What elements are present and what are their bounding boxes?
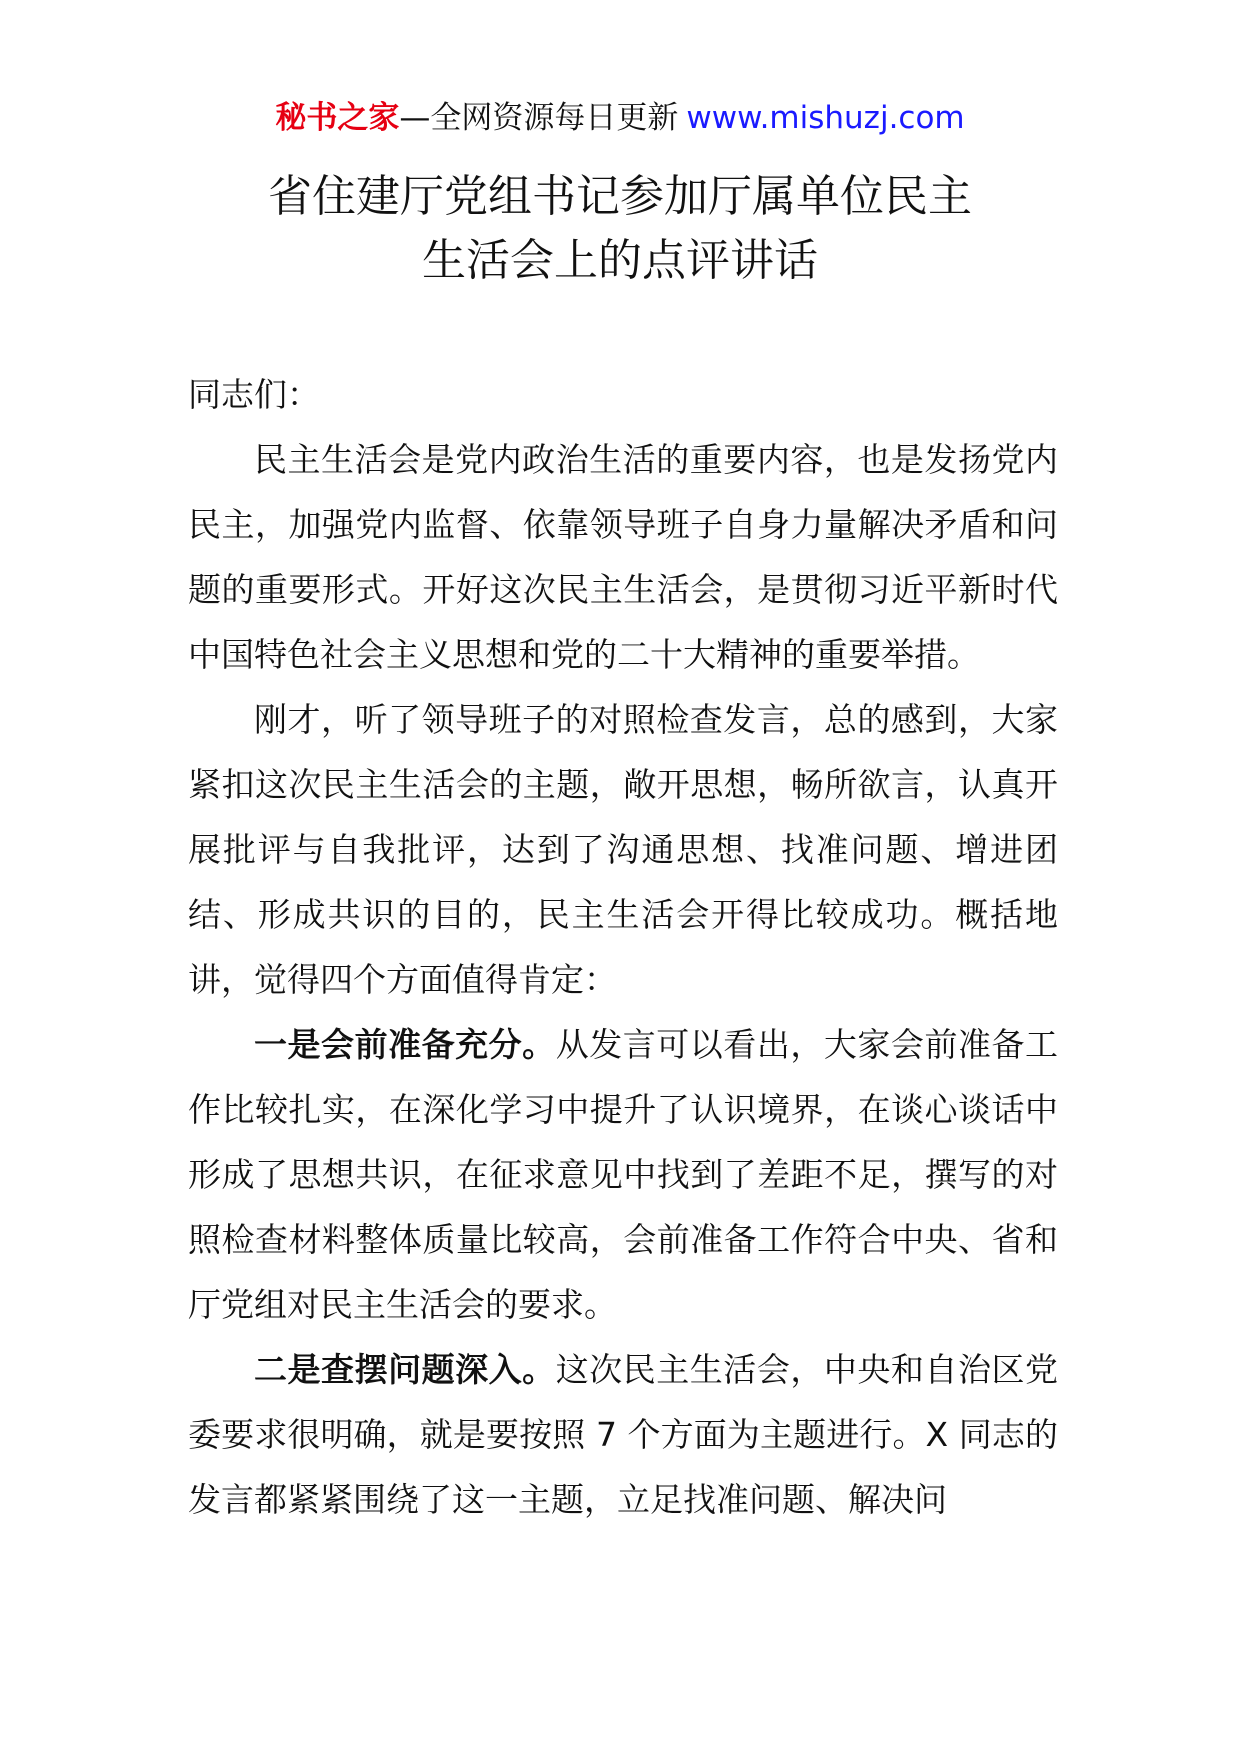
paragraph-3 <box>188 1012 1058 1337</box>
title-line-2: 生活会上的点评讲话 <box>422 235 818 286</box>
brand-name: 秘书之家 <box>275 100 400 136</box>
paragraph-4-lead: 二是查摆问题深入。 <box>254 1350 556 1389</box>
document-title <box>0 165 1240 293</box>
paragraph-4-text: 这次民主生活会，中央和自治区党委要求很明确，就是要按照 7 个方面为主题进行。X 同志的发言都紧紧围绕了这一主题，立足找准问题、解决问 <box>188 1350 1059 1519</box>
salutation: 同志们： <box>188 375 320 414</box>
site-url-link[interactable]: www.mishuzj.com <box>686 100 965 136</box>
paragraph-3-text: 从发言可以看出，大家会前准备工作比较扎实，在深化学习中提升了认识境界，在谈心谈话中形成了思想共识，在征求意见中找到了差距不足，撰写的对照检查材料整体质量比较高，会前准备工作符合中央、省和厅党组对民主生活会的要求。 <box>188 1025 1059 1324</box>
header-tagline: —全网资源每日更新 <box>399 100 679 136</box>
paragraph-1: 民主生活会是党内政治生活的重要内容，也是发扬党内民主，加强党内监督、依靠领导班子自身力量解决矛盾和问题的重要形式。开好这次民主生活会，是贯彻习近平新时代中国特色社会主义思想和党的二十大精神的重要举措。 <box>188 440 1058 674</box>
site-header <box>0 96 1240 140</box>
document-body <box>188 362 1058 1532</box>
paragraph-4 <box>188 1337 1058 1532</box>
title-line-1: 省住建厅党组书记参加厅属单位民主 <box>268 171 972 222</box>
paragraph-2: 刚才，听了领导班子的对照检查发言，总的感到，大家紧扣这次民主生活会的主题，敞开思想，畅所欲言，认真开展批评与自我批评，达到了沟通思想、找准问题、增进团结、形成共识的目的，民主生活会开得比较成功。概括地讲，觉得四个方面值得肯定： <box>188 700 1058 999</box>
paragraph-3-lead: 一是会前准备充分。 <box>254 1025 556 1064</box>
